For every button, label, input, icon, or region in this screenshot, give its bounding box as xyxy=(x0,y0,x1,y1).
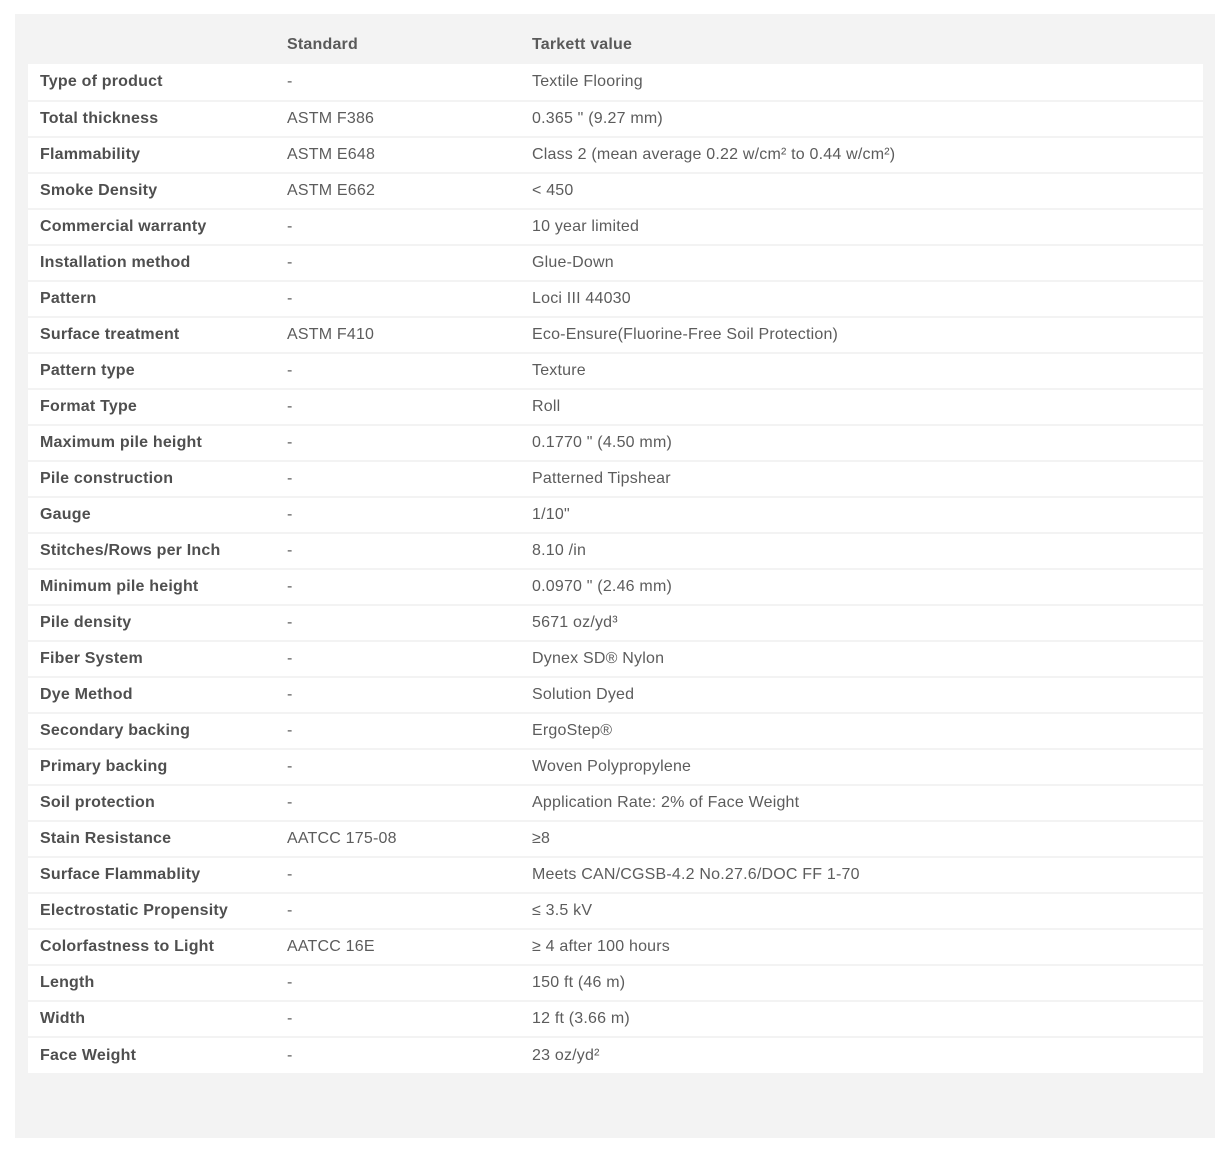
row-standard: - xyxy=(287,506,293,523)
row-tarkett-value: Class 2 (mean average 0.22 w/cm² to 0.44 w/cm²) xyxy=(532,146,896,163)
row-property-name: Stain Resistance xyxy=(40,830,172,847)
table-row xyxy=(28,425,1203,461)
row-standard: - xyxy=(287,434,293,451)
row-tarkett-value: ≤ 3.5 kV xyxy=(532,902,593,919)
row-standard: - xyxy=(287,73,293,90)
table-row xyxy=(28,64,1203,101)
row-property-name: Type of product xyxy=(40,73,163,90)
row-property-name: Soil protection xyxy=(40,794,155,811)
row-property-name: Commercial warranty xyxy=(40,218,207,235)
header-tarkett-value: Tarkett value xyxy=(532,20,1203,64)
row-standard: - xyxy=(287,866,293,883)
row-standard: - xyxy=(287,218,293,235)
table-row xyxy=(28,353,1203,389)
specifications-panel xyxy=(15,14,1215,1138)
row-tarkett-value: Textile Flooring xyxy=(532,73,643,90)
row-tarkett-value: Woven Polypropylene xyxy=(532,758,692,775)
table-row xyxy=(28,173,1203,209)
row-property-name: Gauge xyxy=(40,506,91,523)
row-standard: - xyxy=(287,362,293,379)
row-standard: - xyxy=(287,398,293,415)
table-row xyxy=(28,533,1203,569)
row-tarkett-value: ≥ 4 after 100 hours xyxy=(532,938,670,955)
row-tarkett-value: 10 year limited xyxy=(532,218,640,235)
row-property-name: Pile construction xyxy=(40,470,174,487)
row-standard: - xyxy=(287,794,293,811)
table-row xyxy=(28,137,1203,173)
row-tarkett-value: 0.0970 " (2.46 mm) xyxy=(532,578,673,595)
row-tarkett-value: Roll xyxy=(532,398,561,415)
table-row xyxy=(28,641,1203,677)
row-standard: - xyxy=(287,722,293,739)
row-tarkett-value: Meets CAN/CGSB-4.2 No.27.6/DOC FF 1-70 xyxy=(532,866,860,883)
row-property-name: Fiber System xyxy=(40,650,143,667)
row-standard: - xyxy=(287,470,293,487)
table-header xyxy=(28,20,1203,64)
table-row xyxy=(28,929,1203,965)
row-standard: ASTM F410 xyxy=(287,326,375,343)
table-row xyxy=(28,497,1203,533)
row-standard: - xyxy=(287,614,293,631)
table-row xyxy=(28,785,1203,821)
table-row xyxy=(28,281,1203,317)
header-standard: Standard xyxy=(287,20,532,64)
table-row xyxy=(28,857,1203,893)
row-property-name: Flammability xyxy=(40,146,141,163)
row-property-name: Primary backing xyxy=(40,758,168,775)
row-property-name: Pattern type xyxy=(40,362,135,379)
row-tarkett-value: 0.365 " (9.27 mm) xyxy=(532,110,663,127)
table-row xyxy=(28,713,1203,749)
specifications-table xyxy=(28,20,1203,1073)
row-standard: - xyxy=(287,1046,293,1064)
table-row xyxy=(28,893,1203,929)
row-property-name: Width xyxy=(40,1010,86,1027)
row-tarkett-value: Application Rate: 2% of Face Weight xyxy=(532,794,800,811)
row-standard: - xyxy=(287,1010,293,1027)
table-row xyxy=(28,965,1203,1001)
row-standard: AATCC 16E xyxy=(287,938,375,955)
row-property-name: Stitches/Rows per Inch xyxy=(40,542,221,559)
header-property xyxy=(28,20,287,64)
table-row xyxy=(28,677,1203,713)
row-property-name: Length xyxy=(40,974,95,991)
table-row xyxy=(28,245,1203,281)
table-row xyxy=(28,101,1203,137)
row-property-name: Smoke Density xyxy=(40,182,158,199)
row-property-name: Colorfastness to Light xyxy=(40,938,215,955)
row-property-name: Total thickness xyxy=(40,110,159,127)
row-standard: ASTM E648 xyxy=(287,146,376,163)
row-tarkett-value: Patterned Tipshear xyxy=(532,470,671,487)
row-property-name: Pattern xyxy=(40,290,97,307)
row-tarkett-value: 5671 oz/yd³ xyxy=(532,614,618,631)
row-tarkett-value: 150 ft (46 m) xyxy=(532,974,626,991)
row-standard: - xyxy=(287,686,293,703)
row-standard: ASTM E662 xyxy=(287,182,376,199)
row-standard: - xyxy=(287,902,293,919)
row-property-name: Face Weight xyxy=(40,1046,137,1064)
row-tarkett-value: Loci III 44030 xyxy=(532,290,631,307)
row-property-name: Surface Flammablity xyxy=(40,866,201,883)
row-property-name: Dye Method xyxy=(40,686,133,703)
row-tarkett-value: 12 ft (3.66 m) xyxy=(532,1010,630,1027)
table-row xyxy=(28,749,1203,785)
row-standard: - xyxy=(287,650,293,667)
row-standard: - xyxy=(287,254,293,271)
row-property-name: Electrostatic Propensity xyxy=(40,902,228,919)
row-standard: - xyxy=(287,578,293,595)
row-property-name: Surface treatment xyxy=(40,326,180,343)
row-standard: ASTM F386 xyxy=(287,110,375,127)
header-row xyxy=(28,20,1203,64)
row-property-name: Minimum pile height xyxy=(40,578,199,595)
row-property-name: Maximum pile height xyxy=(40,434,203,451)
table-row xyxy=(28,317,1203,353)
row-standard: - xyxy=(287,290,293,307)
row-property-name: Pile density xyxy=(40,614,132,631)
row-standard: - xyxy=(287,542,293,559)
row-tarkett-value: Glue-Down xyxy=(532,254,614,271)
row-tarkett-value: Texture xyxy=(532,362,586,379)
table-row xyxy=(28,209,1203,245)
table-row xyxy=(28,569,1203,605)
row-tarkett-value: ≥8 xyxy=(532,830,551,847)
row-property-name: Installation method xyxy=(40,254,191,271)
row-tarkett-value: 23 oz/yd² xyxy=(532,1046,600,1064)
row-tarkett-value: ErgoStep® xyxy=(532,722,613,739)
row-tarkett-value: Eco-Ensure(Fluorine-Free Soil Protection) xyxy=(532,326,839,343)
row-tarkett-value: 8.10 /in xyxy=(532,542,587,559)
row-standard: - xyxy=(287,974,293,991)
table-row xyxy=(28,821,1203,857)
row-tarkett-value: Solution Dyed xyxy=(532,686,635,703)
row-standard: - xyxy=(287,758,293,775)
row-property-name: Secondary backing xyxy=(40,722,191,739)
table-body xyxy=(28,64,1203,1073)
row-tarkett-value: Dynex SD® Nylon xyxy=(532,650,665,667)
table-row xyxy=(28,1037,1203,1073)
table-row xyxy=(28,1001,1203,1037)
row-standard: AATCC 175-08 xyxy=(287,830,397,847)
row-tarkett-value: < 450 xyxy=(532,182,574,199)
table-row xyxy=(28,461,1203,497)
row-tarkett-value: 1/10" xyxy=(532,506,570,523)
table-row xyxy=(28,605,1203,641)
table-row xyxy=(28,389,1203,425)
row-tarkett-value: 0.1770 " (4.50 mm) xyxy=(532,434,673,451)
row-property-name: Format Type xyxy=(40,398,138,415)
